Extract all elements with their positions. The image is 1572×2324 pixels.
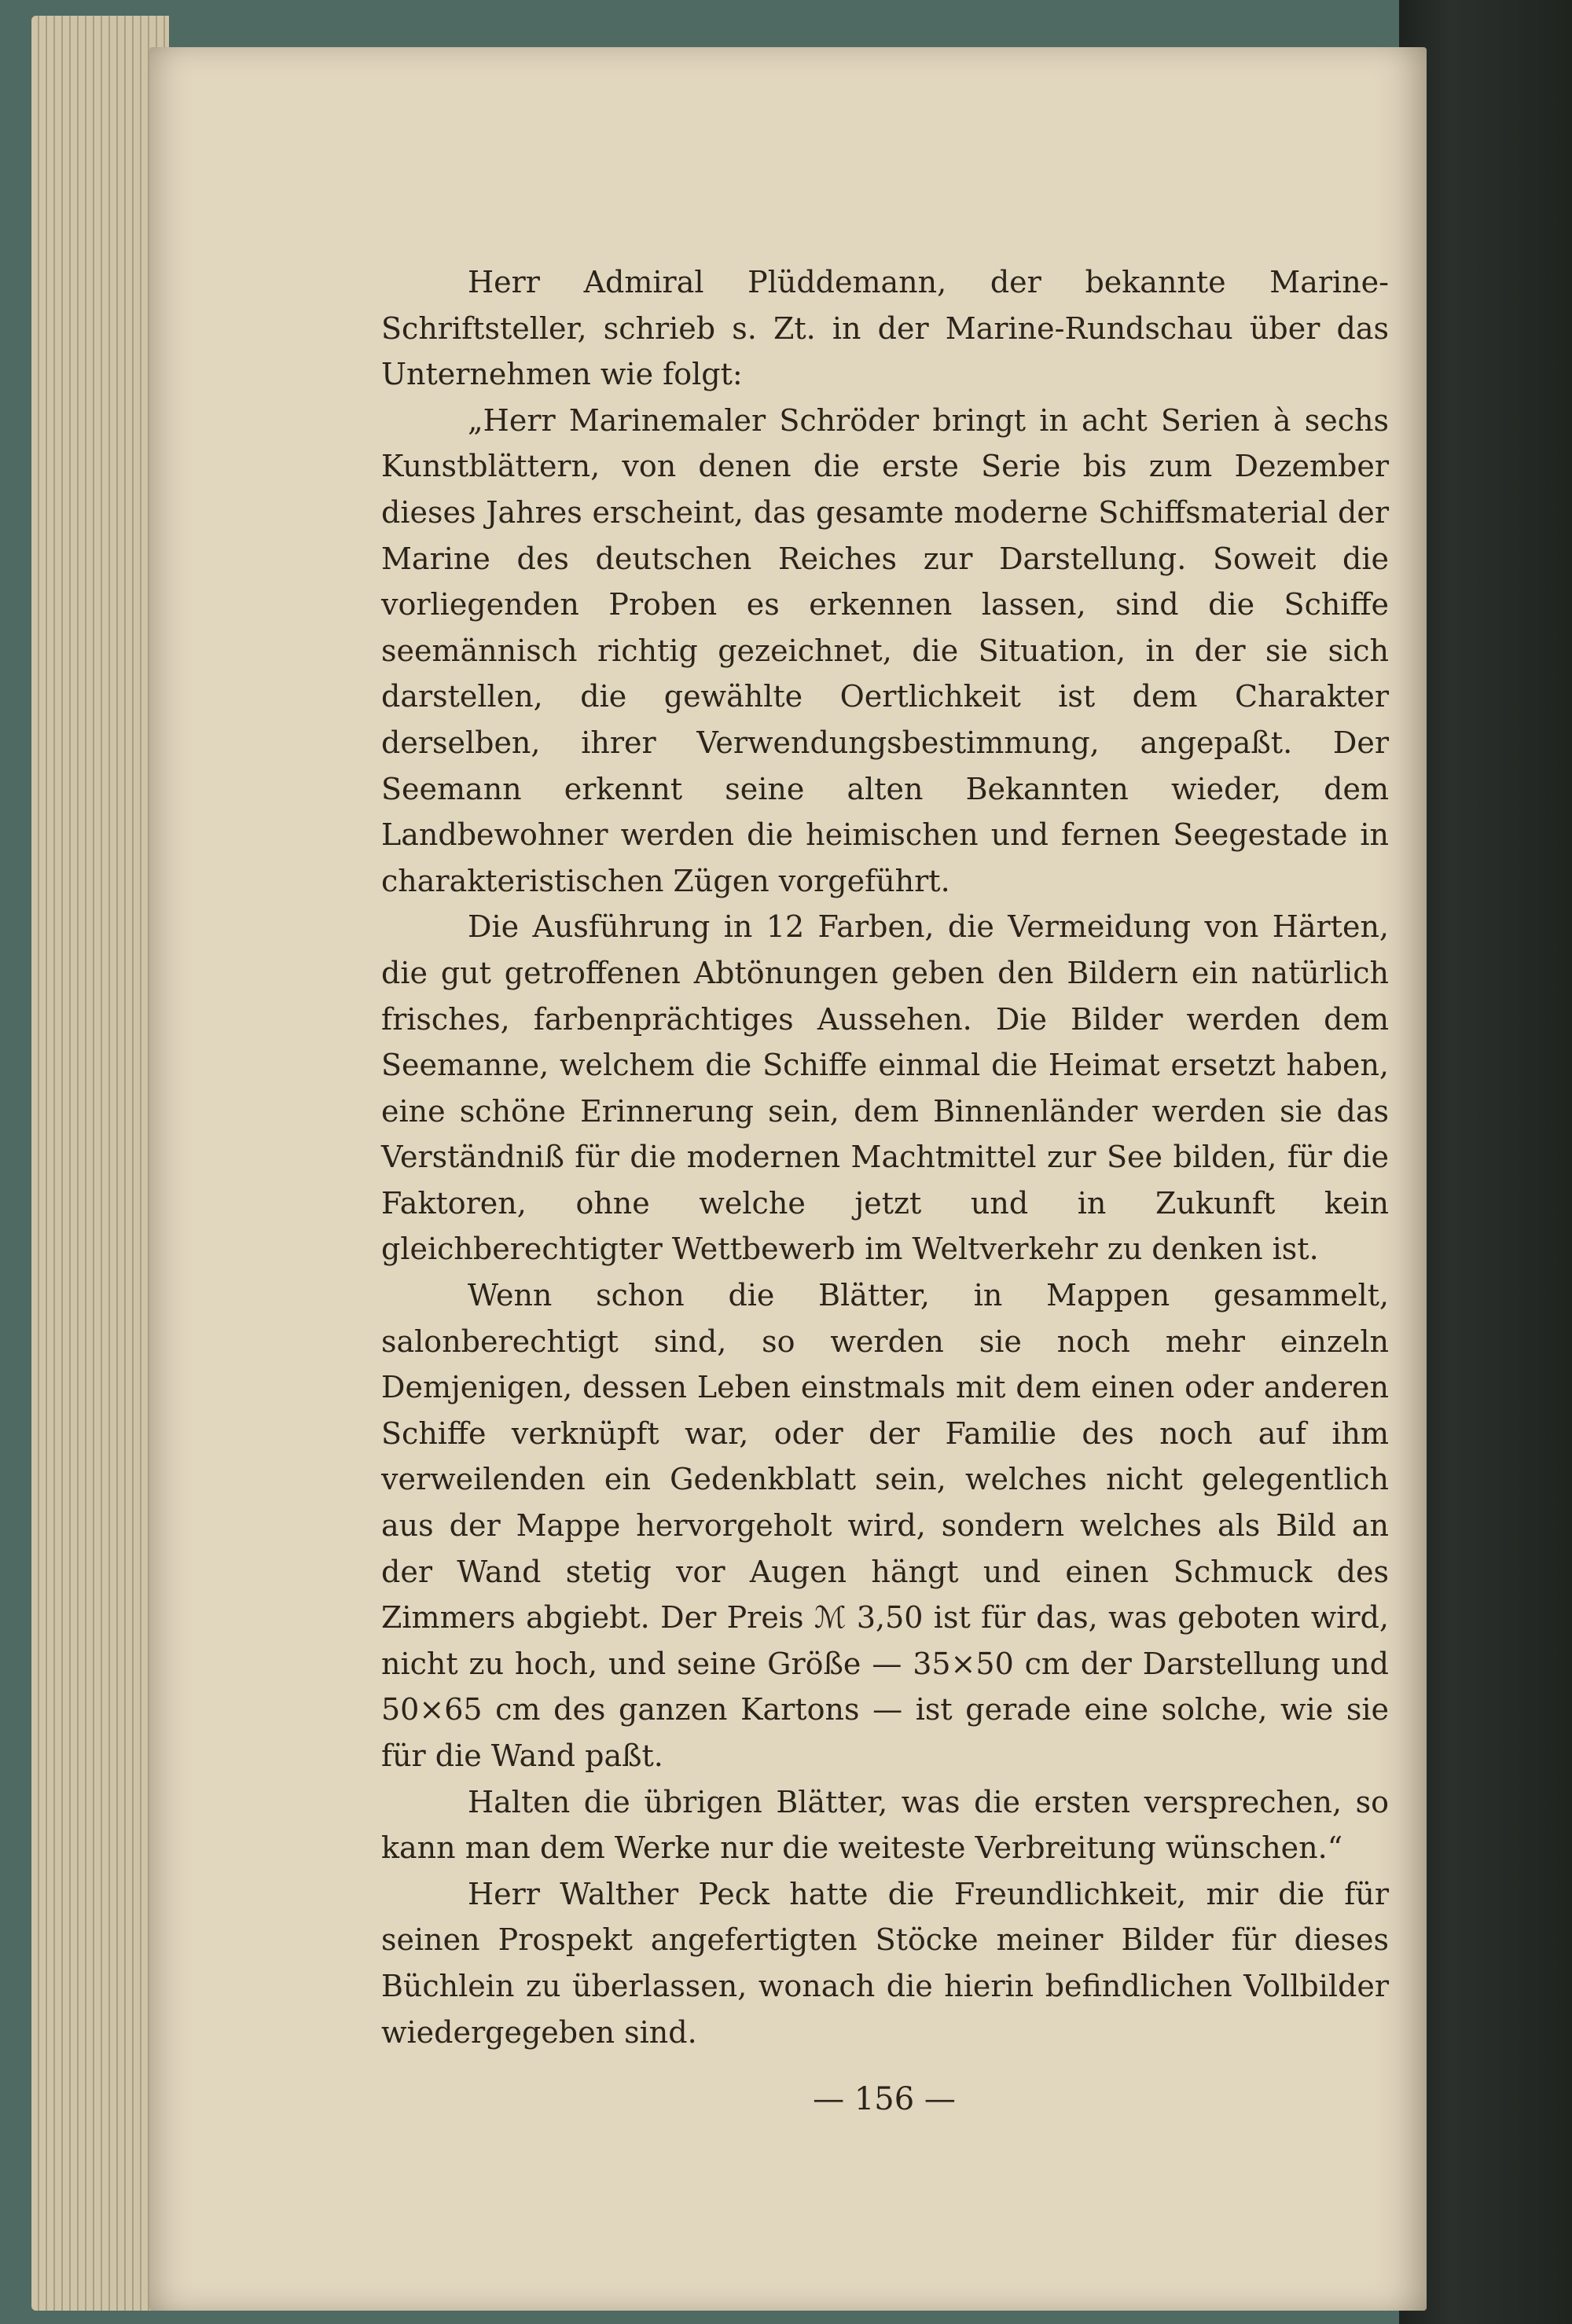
paragraph: Halten die übrigen Blätter, was die ersten versprechen, so kann man dem Werke nur die weiteste Verbreitung wünschen.“: [381, 1784, 1389, 1866]
paragraph: Die Ausführung in 12 Farben, die Vermeidung von Härten, die gut getroffenen Abtönungen geben den Bildern ein natürlich frisches, farbenprächtiges Aussehen. Die Bilder werden dem Seemanne, welchem die Schiffe einmal die Heimat ersetzt haben, eine schöne Erinnerung sein, dem Binnenländer werden sie das Verständniß für die modernen Machtmittel zur See bilden, für die Faktoren, ohne welche jetzt und in Zukunft kein gleichberechtigter Wettbewerb im Weltverkehr zu denken ist.: [381, 909, 1389, 1267]
paragraph: Wenn schon die Blätter, in Mappen gesammelt, salonberechtigt sind, so werden sie noch mehr einzeln Demjenigen, dessen Leben einstmals mit dem einen oder anderen Schiffe verknüpft war, oder der Familie des noch auf ihm verweilenden ein Gedenkblatt sein, welches nicht gelegentlich aus der Mappe hervorgeholt wird, sondern welches als Bild an der Wand stetig vor Augen hängt und einen Schmuck des Zimmers abgiebt. Der Preis ℳ 3,50 ist für das, was geboten wird, nicht zu hoch, und seine Größe — 35×50 cm der Darstellung und 50×65 cm des ganzen Kartons — ist gerade eine solche, wie sie für die Wand paßt.: [381, 1278, 1389, 1773]
page-edges: [31, 16, 169, 2311]
paragraph: Herr Admiral Plüddemann, der bekannte Marine-Schriftsteller, schrieb s. Zt. in der Marine-Rundschau über das Unternehmen wie folgt:: [381, 265, 1389, 392]
page-number: — 156 —: [813, 2081, 956, 2117]
paragraph: Herr Walther Peck hatte die Freundlichkeit, mir die für seinen Prospekt angefertigten Stöcke meiner Bilder für dieses Büchlein zu überlassen, wonach die hierin befindlichen Vollbilder wiedergegeben sind.: [381, 1876, 1389, 2050]
body-text: [381, 259, 1389, 2055]
paragraph: „Herr Marinemaler Schröder bringt in acht Serien à sechs Kunstblättern, von denen die erste Serie bis zum Dezember dieses Jahres erscheint, das gesamte moderne Schiffsmaterial der Marine des deutschen Reiches zur Darstellung. Soweit die vorliegenden Proben es erkennen lassen, sind die Schiffe seemännisch richtig gezeichnet, die Situation, in der sie sich darstellen, die gewählte Oertlichkeit ist dem Charakter derselben, ihrer Verwendungsbestimmung, angepaßt. Der Seemann erkennt seine alten Bekannten wieder, dem Landbewohner werden die heimischen und fernen Seegestade in charakteristischen Zügen vorgeführt.: [381, 402, 1389, 898]
